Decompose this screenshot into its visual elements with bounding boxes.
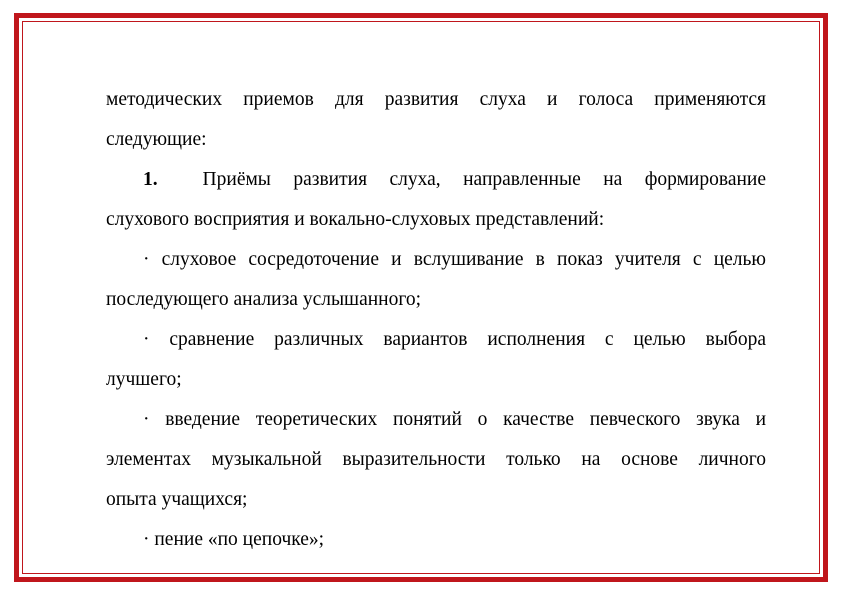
text-line: следующие: — [106, 129, 207, 150]
bullet-line: · сравнение различных вариантов исполнения с целью выбора — [143, 329, 766, 350]
heading-text: Приёмы развития слуха, направленные на формирование — [202, 169, 766, 190]
text-line: методических приемов для развития слуха и голоса применяются — [106, 89, 766, 110]
text-line: слухового восприятия и вокально-слуховых представлений: — [106, 209, 605, 230]
bullet-line: · введение теоретических понятий о качестве певческого звука и — [143, 409, 766, 430]
text-line: лучшего; — [106, 369, 182, 390]
text-line: элементах музыкальной выразительности только на основе личного — [106, 449, 766, 470]
text-line: последующего анализа услышанного; — [106, 289, 422, 310]
section-number: 1. — [143, 169, 158, 190]
numbered-heading-line — [106, 164, 766, 204]
text-line: опыта учащихся; — [106, 489, 248, 510]
bullet-line: · слуховое сосредоточение и вслушивание в показ учителя с целью — [143, 249, 766, 270]
document-body — [106, 84, 766, 564]
bullet-line: · пение «по цепочке»; — [143, 529, 325, 550]
